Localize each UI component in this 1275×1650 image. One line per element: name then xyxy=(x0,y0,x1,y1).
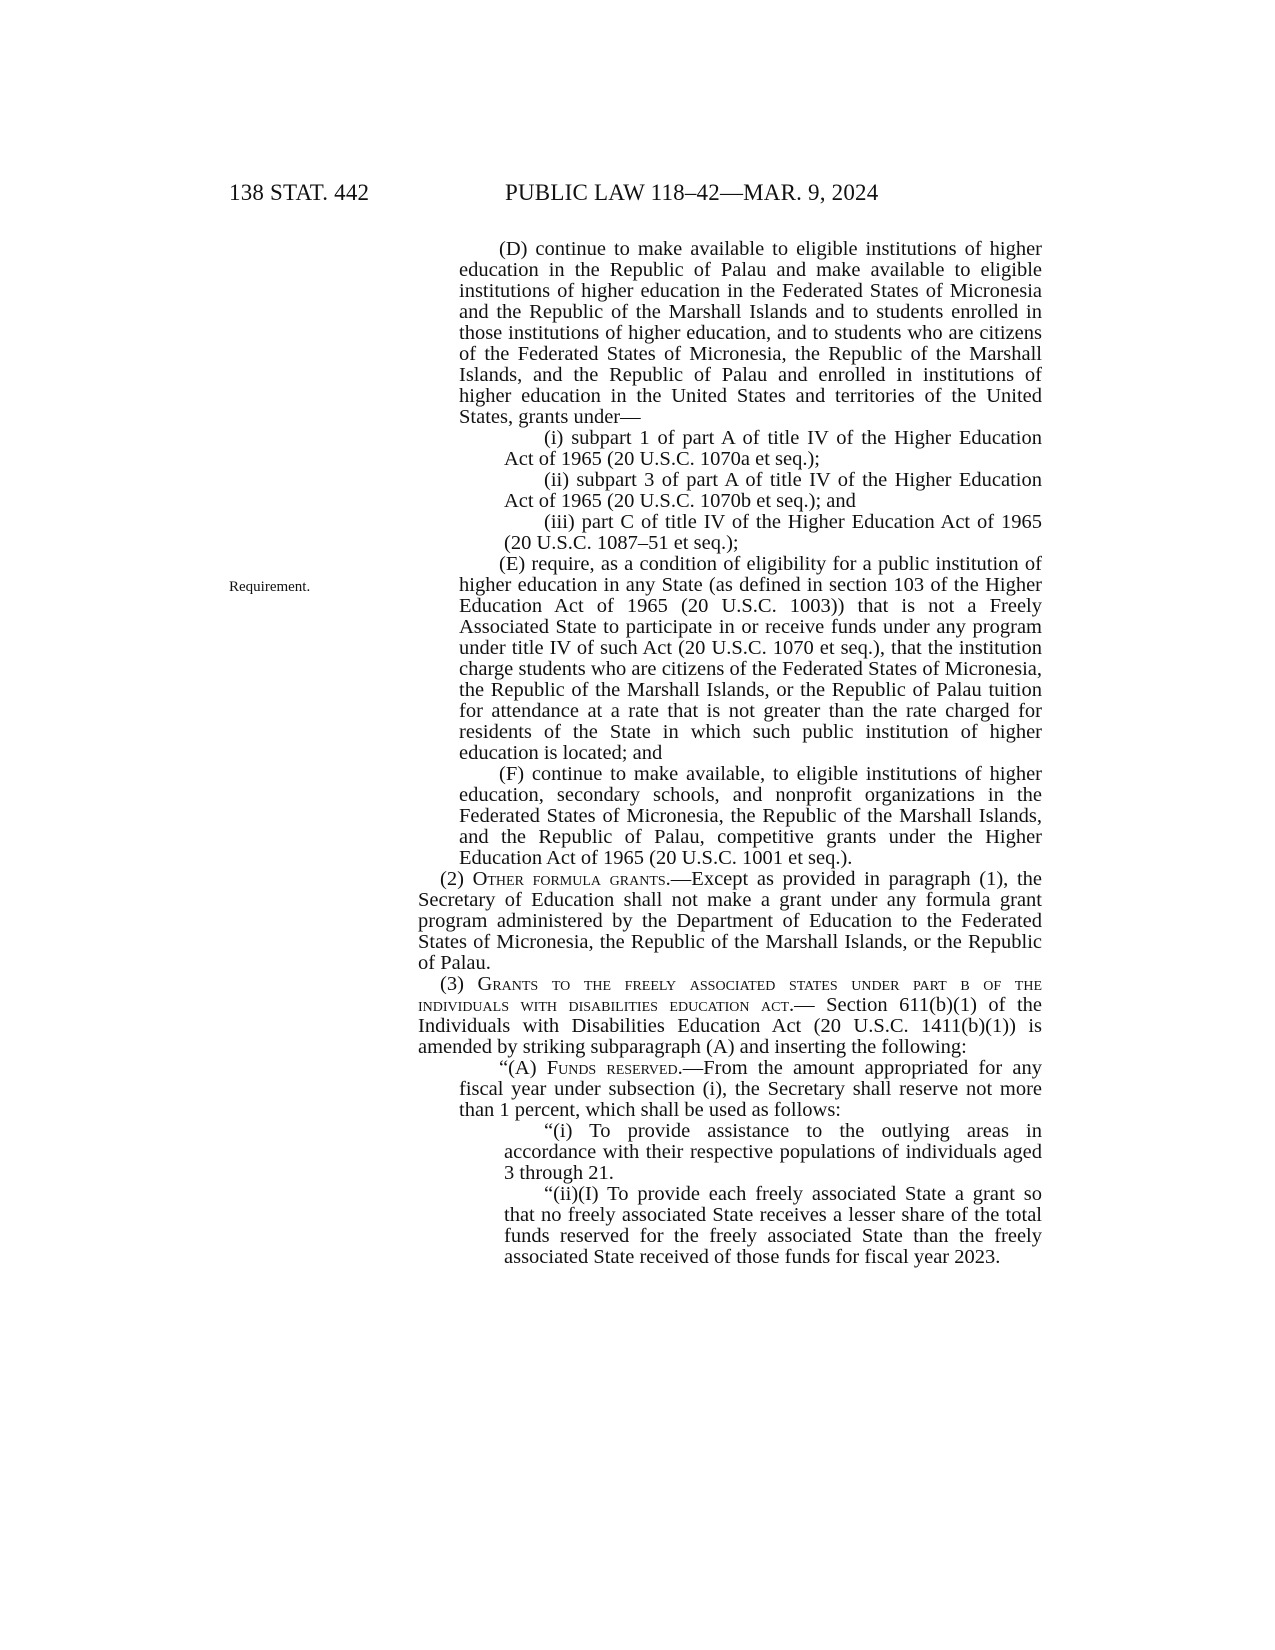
stat-citation: 138 STAT. 442 xyxy=(229,180,370,205)
paragraph-E: (E) require, as a condition of eligibility for a public institution of higher education in any State (as defined in section 103 of the Higher Education Act of 1965 (20 U.S.C. 1003)) that is not a Freely Associated State to participate in or receive funds under any program under title IV of such Act (20 U.S.C. 1070 et seq.), that the institution charge students who are citizens of the Federated States of Micronesia, the Republic of the Marshall Islands, or the Republic of Palau tuition for attendance at a rate that is not greater than the rate charged for residents of the State in which such public institution of higher education is located; and xyxy=(459,553,1042,764)
subparagraph-A-number: “(A) xyxy=(499,1057,547,1079)
clause-A-i: “(i) To provide assistance to the outlying areas in accordance with their respective populations of individuals aged 3 through 21. xyxy=(504,1120,1042,1184)
clause-A-ii-I: “(ii)(I) To provide each freely associated State a grant so that no freely associated State receives a lesser share of the total funds reserved for the freely associated State than the freely associated State received of those funds for fiscal year 2023. xyxy=(504,1183,1042,1268)
paragraph-3-number: (3) xyxy=(440,973,478,995)
clause-D-iii: (iii) part C of title IV of the Higher Education Act of 1965 (20 U.S.C. 1087–51 et seq.); xyxy=(504,511,1042,554)
clause-D-i: (i) subpart 1 of part A of title IV of the Higher Education Act of 1965 (20 U.S.C. 1070a et seq.); xyxy=(504,427,1042,470)
page-header xyxy=(0,180,1275,220)
law-title: PUBLIC LAW 118–42—MAR. 9, 2024 xyxy=(505,180,879,205)
subparagraph-A xyxy=(418,1058,1042,1121)
paragraph-3-heading: Grants to the freely associated states under part b of the individuals with disabilities education act. xyxy=(418,973,1042,1016)
paragraph-2-text: —Except as provided in paragraph (1), the Secretary of Education shall not make a grant under any formula grant program administered by the Department of Education to the Federated States of Micronesia, the Republic of the Marshall Islands, or the Republic of Palau. xyxy=(418,868,1042,974)
clause-D-ii: (ii) subpart 3 of part A of title IV of the Higher Education Act of 1965 (20 U.S.C. 1070b et seq.); and xyxy=(504,469,1042,512)
paragraph-2-number: (2) xyxy=(440,868,473,890)
paragraph-D: (D) continue to make available to eligible institutions of higher education in the Republic of Palau and make available to eligible institutions of higher education in the Federated States of Micronesia and the Republic of the Marshall Islands and to students enrolled in those institutions of higher education, and to students who are citizens of the Federated States of Micronesia, the Republic of the Marshall Islands, and the Republic of Palau and enrolled in institutions of higher education in the United States and territories of the United States, grants under— xyxy=(459,238,1042,428)
subparagraph-A-text: —From the amount appropriated for any fiscal year under subsection (i), the Secretary shall reserve not more than 1 percent, which shall be used as follows: xyxy=(459,1057,1042,1121)
paragraph-F: (F) continue to make available, to eligible institutions of higher education, secondary schools, and nonprofit organizations in the Federated States of Micronesia, the Republic of the Marshall Islands, and the Republic of Palau, competitive grants under the Higher Education Act of 1965 (20 U.S.C. 1001 et seq.). xyxy=(459,763,1042,869)
subparagraph-A-heading: Funds reserved. xyxy=(546,1057,683,1079)
paragraph-2-heading: Other formula grants. xyxy=(472,868,671,890)
statute-body xyxy=(418,239,1042,1268)
paragraph-3-text: — Section 611(b)(1) of the Individuals with Disabilities Education Act (20 U.S.C. 1411(b)(1)) is amended by striking subparagraph (A) and inserting the following: xyxy=(418,994,1042,1058)
paragraph-3 xyxy=(418,974,1042,1058)
paragraph-2 xyxy=(418,869,1042,974)
margin-note-requirement: Requirement. xyxy=(229,579,311,595)
